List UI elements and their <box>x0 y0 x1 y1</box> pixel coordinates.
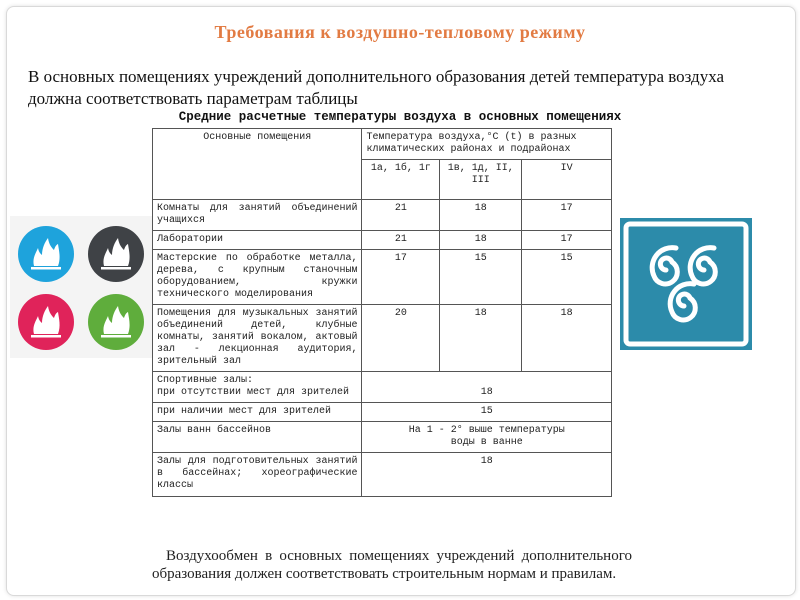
intro-text: В основных помещениях учреждений дополнительного образования детей температура воздуха должна соответствовать параметрам таблицы <box>28 67 725 108</box>
row-value: 17 <box>522 200 612 231</box>
table-header-row <box>153 129 612 160</box>
row-value: На 1 - 2° выше температуры воды в ванне <box>362 422 612 453</box>
header-zone-2: 1в, 1д, II, III <box>440 160 522 200</box>
row-label: Спортивные залы: при отсутствии мест для зрителей <box>153 372 362 403</box>
table-row <box>153 305 612 372</box>
fire-icon <box>88 294 144 350</box>
row-value: 17 <box>362 250 440 305</box>
temperature-table <box>152 128 612 497</box>
header-temperature: Температура воздуха,°С (t) в разных климатических районах и подрайонах <box>362 129 612 160</box>
row-label: Залы ванн бассейнов <box>153 422 362 453</box>
header-rooms: Основные помещения <box>153 129 362 200</box>
row-label: Мастерские по обработке металла, дерева, с крупным станочным оборудованием, кружки технического моделирования <box>153 250 362 305</box>
page-title: Требования к воздушно-тепловому режиму <box>214 22 586 42</box>
table-row <box>153 453 612 497</box>
table-row <box>153 200 612 231</box>
table-title: Средние расчетные температуры воздуха в основных помещениях <box>178 110 622 124</box>
table-row <box>153 403 612 422</box>
row-value: 15 <box>362 403 612 422</box>
flame-icons-panel <box>10 216 152 358</box>
row-value: 18 <box>440 305 522 372</box>
row-value: 18 <box>362 372 612 403</box>
row-value: 18 <box>440 200 522 231</box>
row-value: 18 <box>522 305 612 372</box>
header-zone-4: IV <box>522 160 612 200</box>
table-row <box>153 250 612 305</box>
fire-icon <box>18 226 74 282</box>
fire-icon <box>18 294 74 350</box>
row-label: Комнаты для занятий объединений учащихся <box>153 200 362 231</box>
table-row <box>153 422 612 453</box>
row-label: при наличии мест для зрителей <box>153 403 362 422</box>
row-label: Помещения для музыкальных занятий объединений детей, клубные комнаты, занятий вокалом, актовый зал - лекционная аудитория, зрительный зал <box>153 305 362 372</box>
row-value: 15 <box>440 250 522 305</box>
header-zone-1: 1а, 1б, 1г <box>362 160 440 200</box>
fire-icon <box>88 226 144 282</box>
row-label: Залы для подготовительных занятий в бассейнах; хореографические классы <box>153 453 362 497</box>
table-row <box>153 231 612 250</box>
table-row <box>153 372 612 403</box>
row-value: 18 <box>362 453 612 497</box>
footer-text: Воздухообмен в основных помещениях учреждений дополнительного образования должен соответствовать строительным нормам и правилам. <box>152 548 632 582</box>
row-value: 18 <box>440 231 522 250</box>
row-value: 21 <box>362 200 440 231</box>
row-value: 17 <box>522 231 612 250</box>
row-value: 21 <box>362 231 440 250</box>
air-swirl-icon <box>620 218 752 350</box>
row-label: Лаборатории <box>153 231 362 250</box>
row-value: 20 <box>362 305 440 372</box>
row-value: 15 <box>522 250 612 305</box>
